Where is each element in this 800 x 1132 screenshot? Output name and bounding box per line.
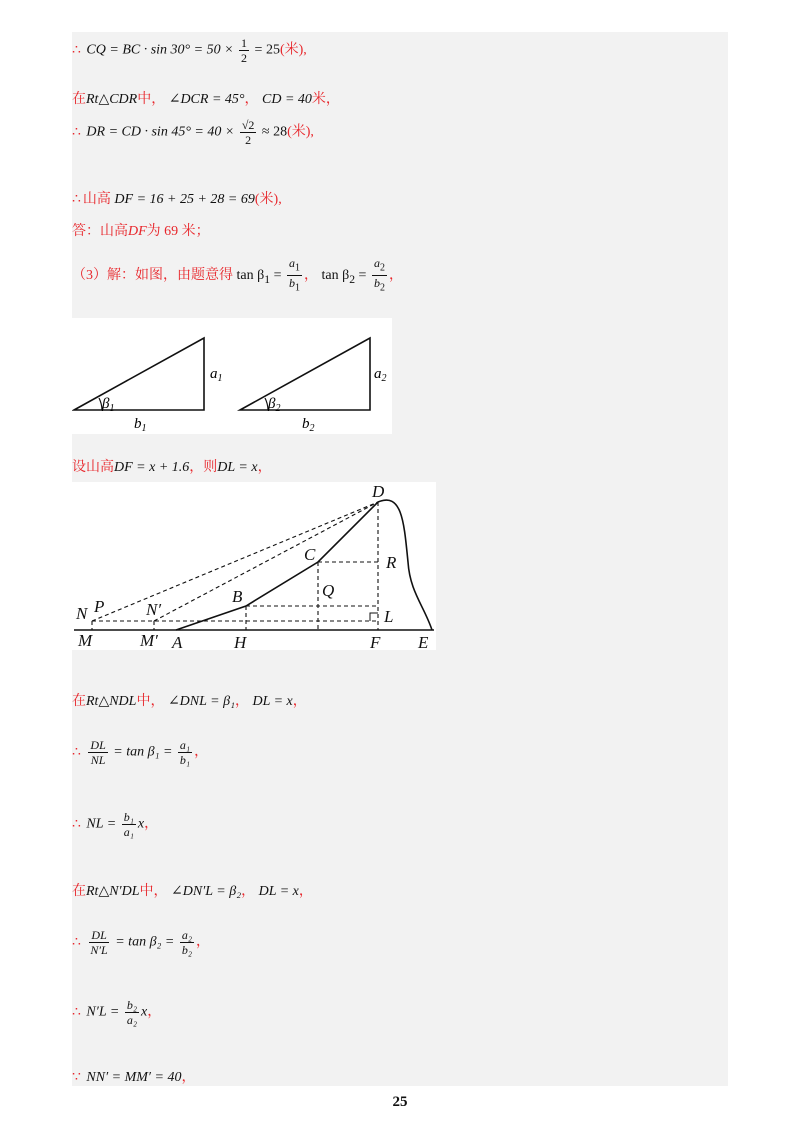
line-set-height: 设山高DF = x + 1.6，则DL = x， <box>72 460 272 475</box>
figure-background <box>72 318 392 434</box>
label-a: A <box>172 633 183 650</box>
line-tan-beta1: ∴ $\frac{DL}{NL}$ = tan β₁ = $\frac{\text{a₁}}{\text{b₁}}$ ， <box>72 738 209 767</box>
beta2-label: $\beta_2$ <box>268 396 281 414</box>
line-rt-cdr: 在Rt△CDR中， ∠DCR = 45°， CD = 40米， <box>72 92 340 107</box>
therefore-symbol: ∴ <box>72 42 81 58</box>
beta1-label: $\beta_1$ <box>102 396 115 414</box>
equation-result: ≈ 28 <box>261 124 288 140</box>
equation: CQ = BC · sin 30° = 50 × <box>86 42 234 58</box>
label-p: P <box>94 597 105 616</box>
unit: (米), <box>287 124 314 140</box>
therefore-symbol: ∴ <box>72 124 81 140</box>
label-d: D <box>372 482 385 501</box>
line-height-df: ∴ 山高 DF = 16 + 25 + 28 = 69(米), <box>72 192 282 207</box>
label-n-prime: N′ <box>146 600 162 619</box>
right-triangles-figure <box>72 318 392 434</box>
b2-label: $b_2$ <box>302 416 315 434</box>
unit: (米), <box>279 42 307 58</box>
line-answer: 答：山高DF为 69 米； <box>72 224 210 239</box>
triangle-name: Rt△CDR <box>86 92 138 107</box>
line-nn-prime: ∵ NN′ = MM′ = 40， <box>72 1070 196 1085</box>
label-l: L <box>384 607 394 626</box>
equation: DR = CD · sin 45° = 40 × <box>86 124 235 140</box>
a2-label: $a_2$ <box>374 366 387 384</box>
label-n: N <box>76 604 88 623</box>
label-q: Q <box>322 581 335 600</box>
equation-result: = 25 <box>254 42 280 58</box>
mountain-diagram <box>72 482 436 650</box>
label-c: C <box>304 545 316 564</box>
line-cq <box>72 36 307 65</box>
a1-label: $a_1$ <box>210 366 223 384</box>
line-tan-beta2: ∴ $\frac{DL}{N'L}$ = tan β₂ = $\frac{\text{a₂}}{\text{b₂}}$ ， <box>72 928 211 957</box>
line-rt-n-prime-dl: 在Rt△N′DL中， ∠DN′L = β₂， DL = x， <box>72 884 313 899</box>
label-e: E <box>418 633 429 650</box>
figure-background <box>72 482 436 650</box>
line-nl: ∴ NL = $\frac{\text{b₁}}{\text{a₁}}$ x， <box>72 810 159 839</box>
label-h: H <box>234 633 247 650</box>
fraction: $\frac{1}{2}$ <box>241 36 248 65</box>
label-f: F <box>370 633 381 650</box>
label-m-prime: M′ <box>140 631 158 650</box>
line-rt-ndl: 在Rt△NDL中， ∠DNL = β₁， DL = x， <box>72 694 307 709</box>
b1-label: $b_1$ <box>134 416 147 434</box>
label-r: R <box>386 553 397 572</box>
fraction: $\frac{√2}{2}$ <box>241 118 255 147</box>
page-number: 25 <box>392 1094 408 1110</box>
label-b: B <box>232 587 243 606</box>
line-part3-setup: （3）解：如图，由题意得 $\tan \beta_1$ = $\frac{a_1}{b_1}$ ， $\tan \beta_2$ = $\frac{a_2}{b_2}$ ， <box>72 256 403 294</box>
line-dr <box>72 118 314 147</box>
label-m: M <box>78 631 93 650</box>
line-n-prime-l: ∴ N′L = $\frac{\text{b₂}}{\text{a₂}}$ x， <box>72 998 162 1027</box>
